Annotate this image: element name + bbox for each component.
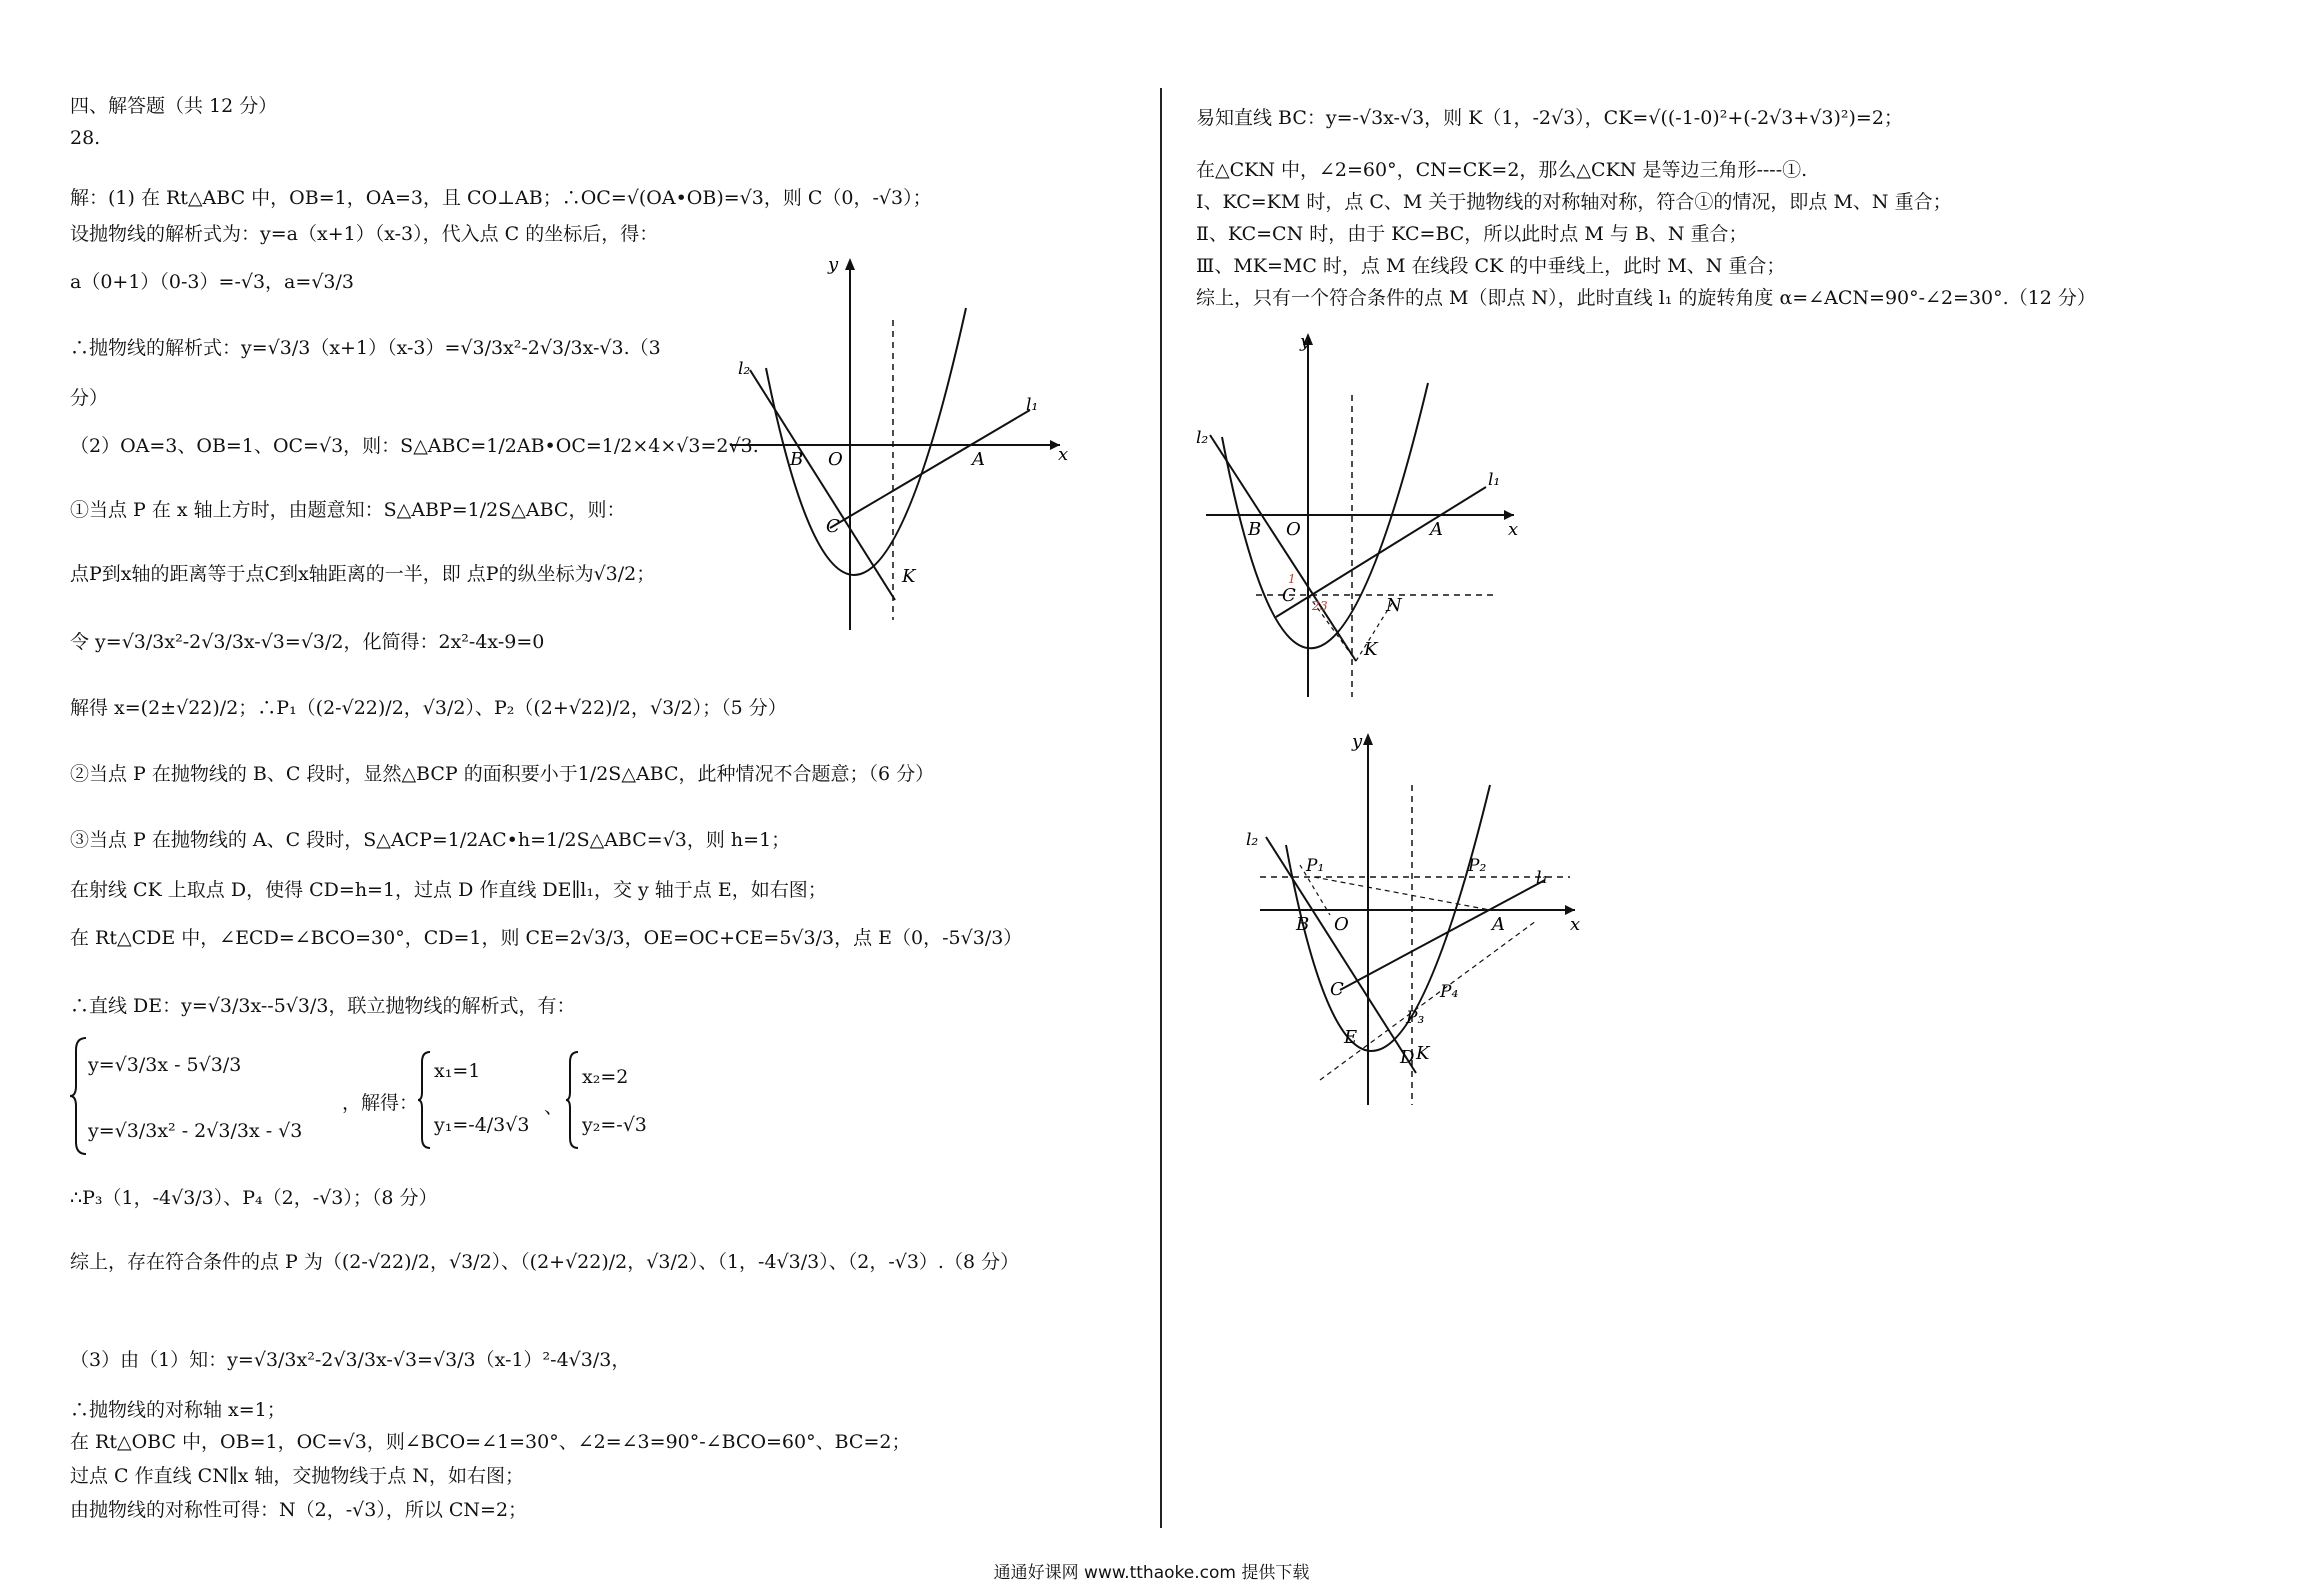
solution-line: 解得 x=(2±√22)/2；∴P₁（(2-√22)/2，√3/2）、P₂（(2+√22)/2，√3/2）；（5 分） bbox=[70, 697, 787, 719]
solution-line: 点P到x轴的距离等于点C到x轴距离的一半，即 点P的纵坐标为√3/2； bbox=[70, 563, 656, 585]
point-o-label: O bbox=[1334, 914, 1349, 935]
solution-line: 解：(1) 在 Rt△ABC 中，OB=1，OA=3，且 CO⊥AB；∴OC=√(OA•OB)=√3，则 C（0，-√3）； bbox=[70, 187, 932, 209]
x-axis-label: x bbox=[1058, 444, 1069, 465]
solution1-x: x₁=1 bbox=[434, 1060, 481, 1082]
point-p4-label: P₄ bbox=[1440, 982, 1459, 1002]
left-brace bbox=[70, 1036, 90, 1156]
point-e-label: E bbox=[1344, 1027, 1358, 1048]
solve-label: ，解得： bbox=[342, 1092, 419, 1114]
y-axis-label: y bbox=[1300, 331, 1311, 352]
solution-line: a（0+1）（0-3）=-√3，a=√3/3 bbox=[70, 271, 354, 293]
solution-line: ①当点 P 在 x 轴上方时，由题意知：S△ABP=1/2S△ABC，则： bbox=[70, 499, 626, 521]
solution-line: 在 Rt△CDE 中，∠ECD=∠BCO=30°，CD=1，则 CE=2√3/3，OE=OC+CE=5√3/3，点 E（0，-5√3/3） bbox=[70, 927, 1023, 949]
solution-line: Ⅰ、KC=KM 时，点 C、M 关于抛物线的对称轴对称，符合①的情况，即点 M、N 重合； bbox=[1196, 191, 1952, 213]
solution-line: Ⅱ、KC=CN 时，由于 KC=BC，所以此时点 M 与 B、N 重合； bbox=[1196, 223, 1748, 245]
column-divider bbox=[1160, 88, 1162, 1528]
solution1-y: y₁=-4/3√3 bbox=[434, 1114, 530, 1136]
solution-line: 综上，只有一个符合条件的点 M（即点 N），此时直线 l₁ 的旋转角度 α=∠ACN=90°-∠2=30°.（12 分） bbox=[1196, 287, 2096, 309]
solution-line: 设抛物线的解析式为：y=a（x+1）（x-3），代入点 C 的坐标后，得： bbox=[70, 223, 659, 245]
solution-line: ③当点 P 在抛物线的 A、C 段时，S△ACP=1/2AC•h=1/2S△ABC=√3，则 h=1； bbox=[70, 829, 791, 851]
point-b-label: B bbox=[790, 449, 804, 470]
problem-number: 28. bbox=[70, 127, 101, 149]
solution-line: 在 Rt△OBC 中，OB=1，OC=√3，则∠BCO=∠1=30°、∠2=∠3=90°-∠BCO=60°、BC=2； bbox=[70, 1431, 911, 1453]
point-k-label: K bbox=[902, 566, 916, 587]
line-l2-label: l₂ bbox=[1246, 830, 1259, 850]
line-l1-label: l₁ bbox=[1536, 868, 1549, 888]
left-brace bbox=[566, 1050, 582, 1150]
y-axis-label: y bbox=[1352, 731, 1363, 752]
left-brace bbox=[418, 1050, 434, 1150]
solution-line: 由抛物线的对称性可得：N（2，-√3），所以 CN=2； bbox=[70, 1499, 528, 1521]
angle-3-label: 3 bbox=[1320, 599, 1328, 613]
system-eq2: y=√3/3x² - 2√3/3x - √3 bbox=[88, 1120, 303, 1142]
point-d-label: D bbox=[1400, 1047, 1415, 1068]
solution2-x: x₂=2 bbox=[582, 1066, 629, 1088]
solution2-y: y₂=-√3 bbox=[582, 1114, 647, 1136]
solution-line: ②当点 P 在抛物线的 B、C 段时，显然△BCP 的面积要小于1/2S△ABC，此种情况不合题意；（6 分） bbox=[70, 763, 935, 785]
point-c-label: C bbox=[1282, 585, 1296, 606]
separator: 、 bbox=[544, 1096, 564, 1118]
solution-line: ∴P₃（1，-4√3/3）、P₄（2，-√3）；（8 分） bbox=[70, 1187, 438, 1209]
x-axis-label: x bbox=[1570, 914, 1581, 935]
solution-line: 综上，存在符合条件的点 P 为（(2-√22)/2，√3/2）、（(2+√22)/2，√3/2）、（1，-4√3/3）、（2，-√3）.（8 分） bbox=[70, 1251, 1020, 1273]
parabola-graph-2 bbox=[1196, 325, 1536, 705]
point-b-label: B bbox=[1248, 519, 1262, 540]
point-a-label: A bbox=[972, 449, 985, 470]
angle-2-label: 2 bbox=[1312, 599, 1320, 613]
point-k-label: K bbox=[1416, 1043, 1430, 1064]
point-c-label: C bbox=[1330, 979, 1344, 1000]
point-b-label: B bbox=[1296, 914, 1310, 935]
parabola-graph-3 bbox=[1240, 725, 1600, 1105]
line-l1-label: l₁ bbox=[1488, 470, 1501, 490]
solution-line: 在射线 CK 上取点 D，使得 CD=h=1，过点 D 作直线 DE∥l₁，交 y 轴于点 E，如右图； bbox=[70, 879, 827, 901]
line-l2-label: l₂ bbox=[1196, 428, 1209, 448]
section-title: 四、解答题（共 12 分） bbox=[70, 95, 278, 117]
point-p3-label: P₃ bbox=[1406, 1008, 1425, 1028]
solution-line: Ⅲ、MK=MC 时，点 M 在线段 CK 的中垂线上，此时 M、N 重合； bbox=[1196, 255, 1786, 277]
solution-line: 令 y=√3/3x²-2√3/3x-√3=√3/2，化简得：2x²-4x-9=0 bbox=[70, 631, 545, 653]
solution-line: （3）由（1）知：y=√3/3x²-2√3/3x-√3=√3/3（x-1）²-4√3/3， bbox=[70, 1349, 631, 1371]
solution-line: ∴直线 DE：y=√3/3x--5√3/3，联立抛物线的解析式，有： bbox=[70, 995, 576, 1017]
point-p1-label: P₁ bbox=[1306, 856, 1325, 876]
point-o-label: O bbox=[828, 449, 843, 470]
point-n-label: N bbox=[1386, 595, 1402, 616]
point-a-label: A bbox=[1492, 914, 1505, 935]
solution-line: ∴抛物线的对称轴 x=1； bbox=[70, 1399, 286, 1421]
system-eq1: y=√3/3x - 5√3/3 bbox=[88, 1054, 242, 1076]
solution-line: ∴抛物线的解析式：y=√3/3（x+1）（x-3）=√3/3x²-2√3/3x-√3.（3 bbox=[70, 337, 661, 359]
line-l1-label: l₁ bbox=[1026, 395, 1039, 415]
parabola-graph-1 bbox=[730, 250, 1070, 630]
page-footer: 通通好课网 www.tthaoke.com 提供下载 bbox=[993, 1563, 1310, 1583]
point-c-label: C bbox=[826, 516, 840, 537]
point-a-label: A bbox=[1430, 519, 1443, 540]
line-l2-label: l₂ bbox=[738, 359, 751, 379]
point-p2-label: P₂ bbox=[1468, 856, 1487, 876]
angle-1-label: 1 bbox=[1288, 572, 1296, 586]
x-axis-label: x bbox=[1508, 519, 1519, 540]
solution-line: 分） bbox=[70, 387, 109, 409]
solution-line: （2）OA=3、OB=1、OC=√3，则：S△ABC=1/2AB•OC=1/2×4×√3=2√3. bbox=[70, 435, 759, 457]
solution-line: 在△CKN 中，∠2=60°，CN=CK=2，那么△CKN 是等边三角形----①. bbox=[1196, 159, 1808, 181]
solution-line: 易知直线 BC：y=-√3x-√3，则 K（1，-2√3），CK=√((-1-0)²+(-2√3+√3)²)=2； bbox=[1196, 107, 1903, 129]
solution-line: 过点 C 作直线 CN∥x 轴，交抛物线于点 N，如右图； bbox=[70, 1465, 525, 1487]
point-k-label: K bbox=[1364, 639, 1378, 660]
y-axis-label: y bbox=[828, 254, 839, 275]
point-o-label: O bbox=[1286, 519, 1301, 540]
